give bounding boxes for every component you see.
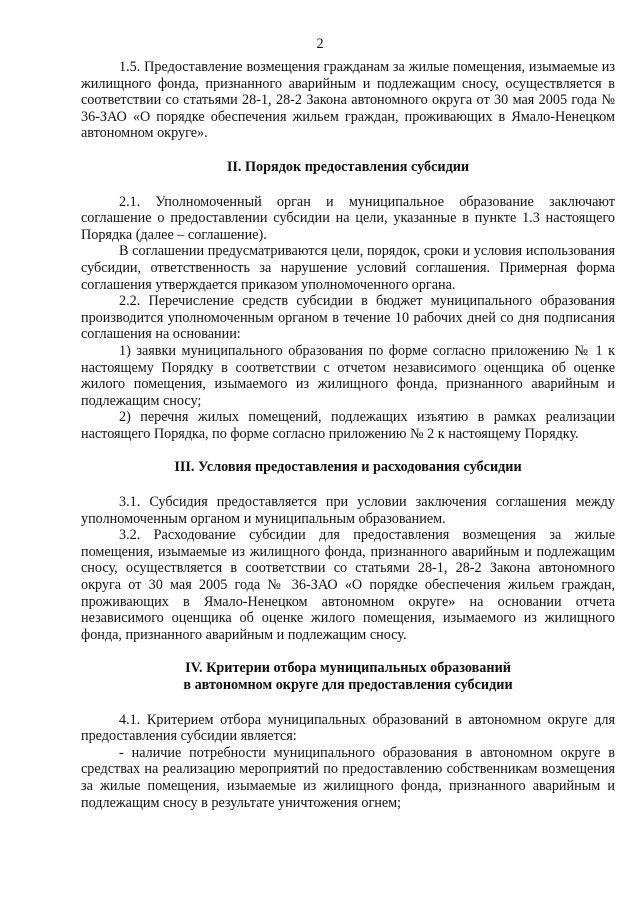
paragraph-2-2: 2.2. Перечисление средств субсидии в бюджет муниципального образования производится уполномоченным органом в течение 10 рабочих дней со дня подписания соглашения на основании:	[81, 293, 615, 343]
paragraph-4-1-criterion: - наличие потребности муниципального образования в автономном округе в средствах на реализацию мероприятий по предоставлению собственникам возмещения за жилые помещения, изымаемые из жилищного фонда, признанного аварийным и подлежащим сносу в результате уничтожения огнем;	[81, 744, 615, 811]
paragraph-3-1: 3.1. Субсидия предоставляется при условии заключения соглашения между уполномоченным органом и муниципальным образованием.	[81, 494, 615, 527]
page-number: 2	[316, 36, 324, 52]
document-body	[81, 59, 615, 811]
paragraph-2-1: 2.1. Уполномоченный орган и муниципальное образование заключают соглашение о предоставлении субсидии на цели, указанные в пункте 1.3 настоящего Порядка (далее – соглашение).	[81, 193, 615, 243]
paragraph-4-1: 4.1. Критерием отбора муниципальных образований в автономном округе для предоставления субсидии является:	[81, 711, 615, 745]
paragraph-1-5: 1.5. Предоставление возмещения гражданам за жилые помещения, изымаемые из жилищного фонда, признанного аварийным и подлежащим сносу, осуществляется в соответствии со статьями 28-1, 28-2 Закона автономного округа от 30 мая 2005 года № 36-ЗАО «О порядке обеспечения жильем граждан, проживающих в Ямало-Ненецком автономном округе».	[81, 59, 615, 142]
paragraph-2-2-item-2: 2) перечня жилых помещений, подлежащих изъятию в рамках реализации настоящего Порядка, по форме согласно приложению № 2 к настоящему Порядку.	[81, 409, 615, 442]
paragraph-3-2: 3.2. Расходование субсидии для предоставления возмещения за жилые помещения, изымаемые из жилищного фонда, признанного аварийным и подлежащим сносу, осуществляется в соответствии со статьями 28-1, 28-2 Закона автономного округа от 30 мая 2005 года № 36-ЗАО «О порядке обеспечения жильем граждан, проживающих в Ямало-Ненецком автономном округе» на основании отчета независимого оценщика об оценке жилого помещения, изымаемого из жилищного фонда, признанного аварийным и подлежащим сносу.	[81, 527, 615, 643]
section-4-heading-line-1: IV. Критерии отбора муниципальных образований	[185, 660, 511, 677]
paragraph-2-2-item-1: 1) заявки муниципального образования по форме согласно приложению № 1 к настоящему Порядку в соответствии с отчетом независимого оценщика об оценке жилого помещения, изымаемого из жилищного фонда, признанного аварийным и подлежащим сносу;	[81, 342, 615, 409]
paragraph-2-1-agreement: В соглашении предусматриваются цели, порядок, сроки и условия использования субсидии, ответственность за нарушение условий соглашения. Примерная форма соглашения утверждается приказом уполномоченного органа.	[81, 243, 615, 293]
section-4-heading-line-2: в автономном округе для предоставления субсидии	[183, 677, 513, 693]
section-3-heading: III. Условия предоставления и расходования субсидии	[174, 459, 522, 476]
section-2-heading: II. Порядок предоставления субсидии	[226, 158, 470, 175]
